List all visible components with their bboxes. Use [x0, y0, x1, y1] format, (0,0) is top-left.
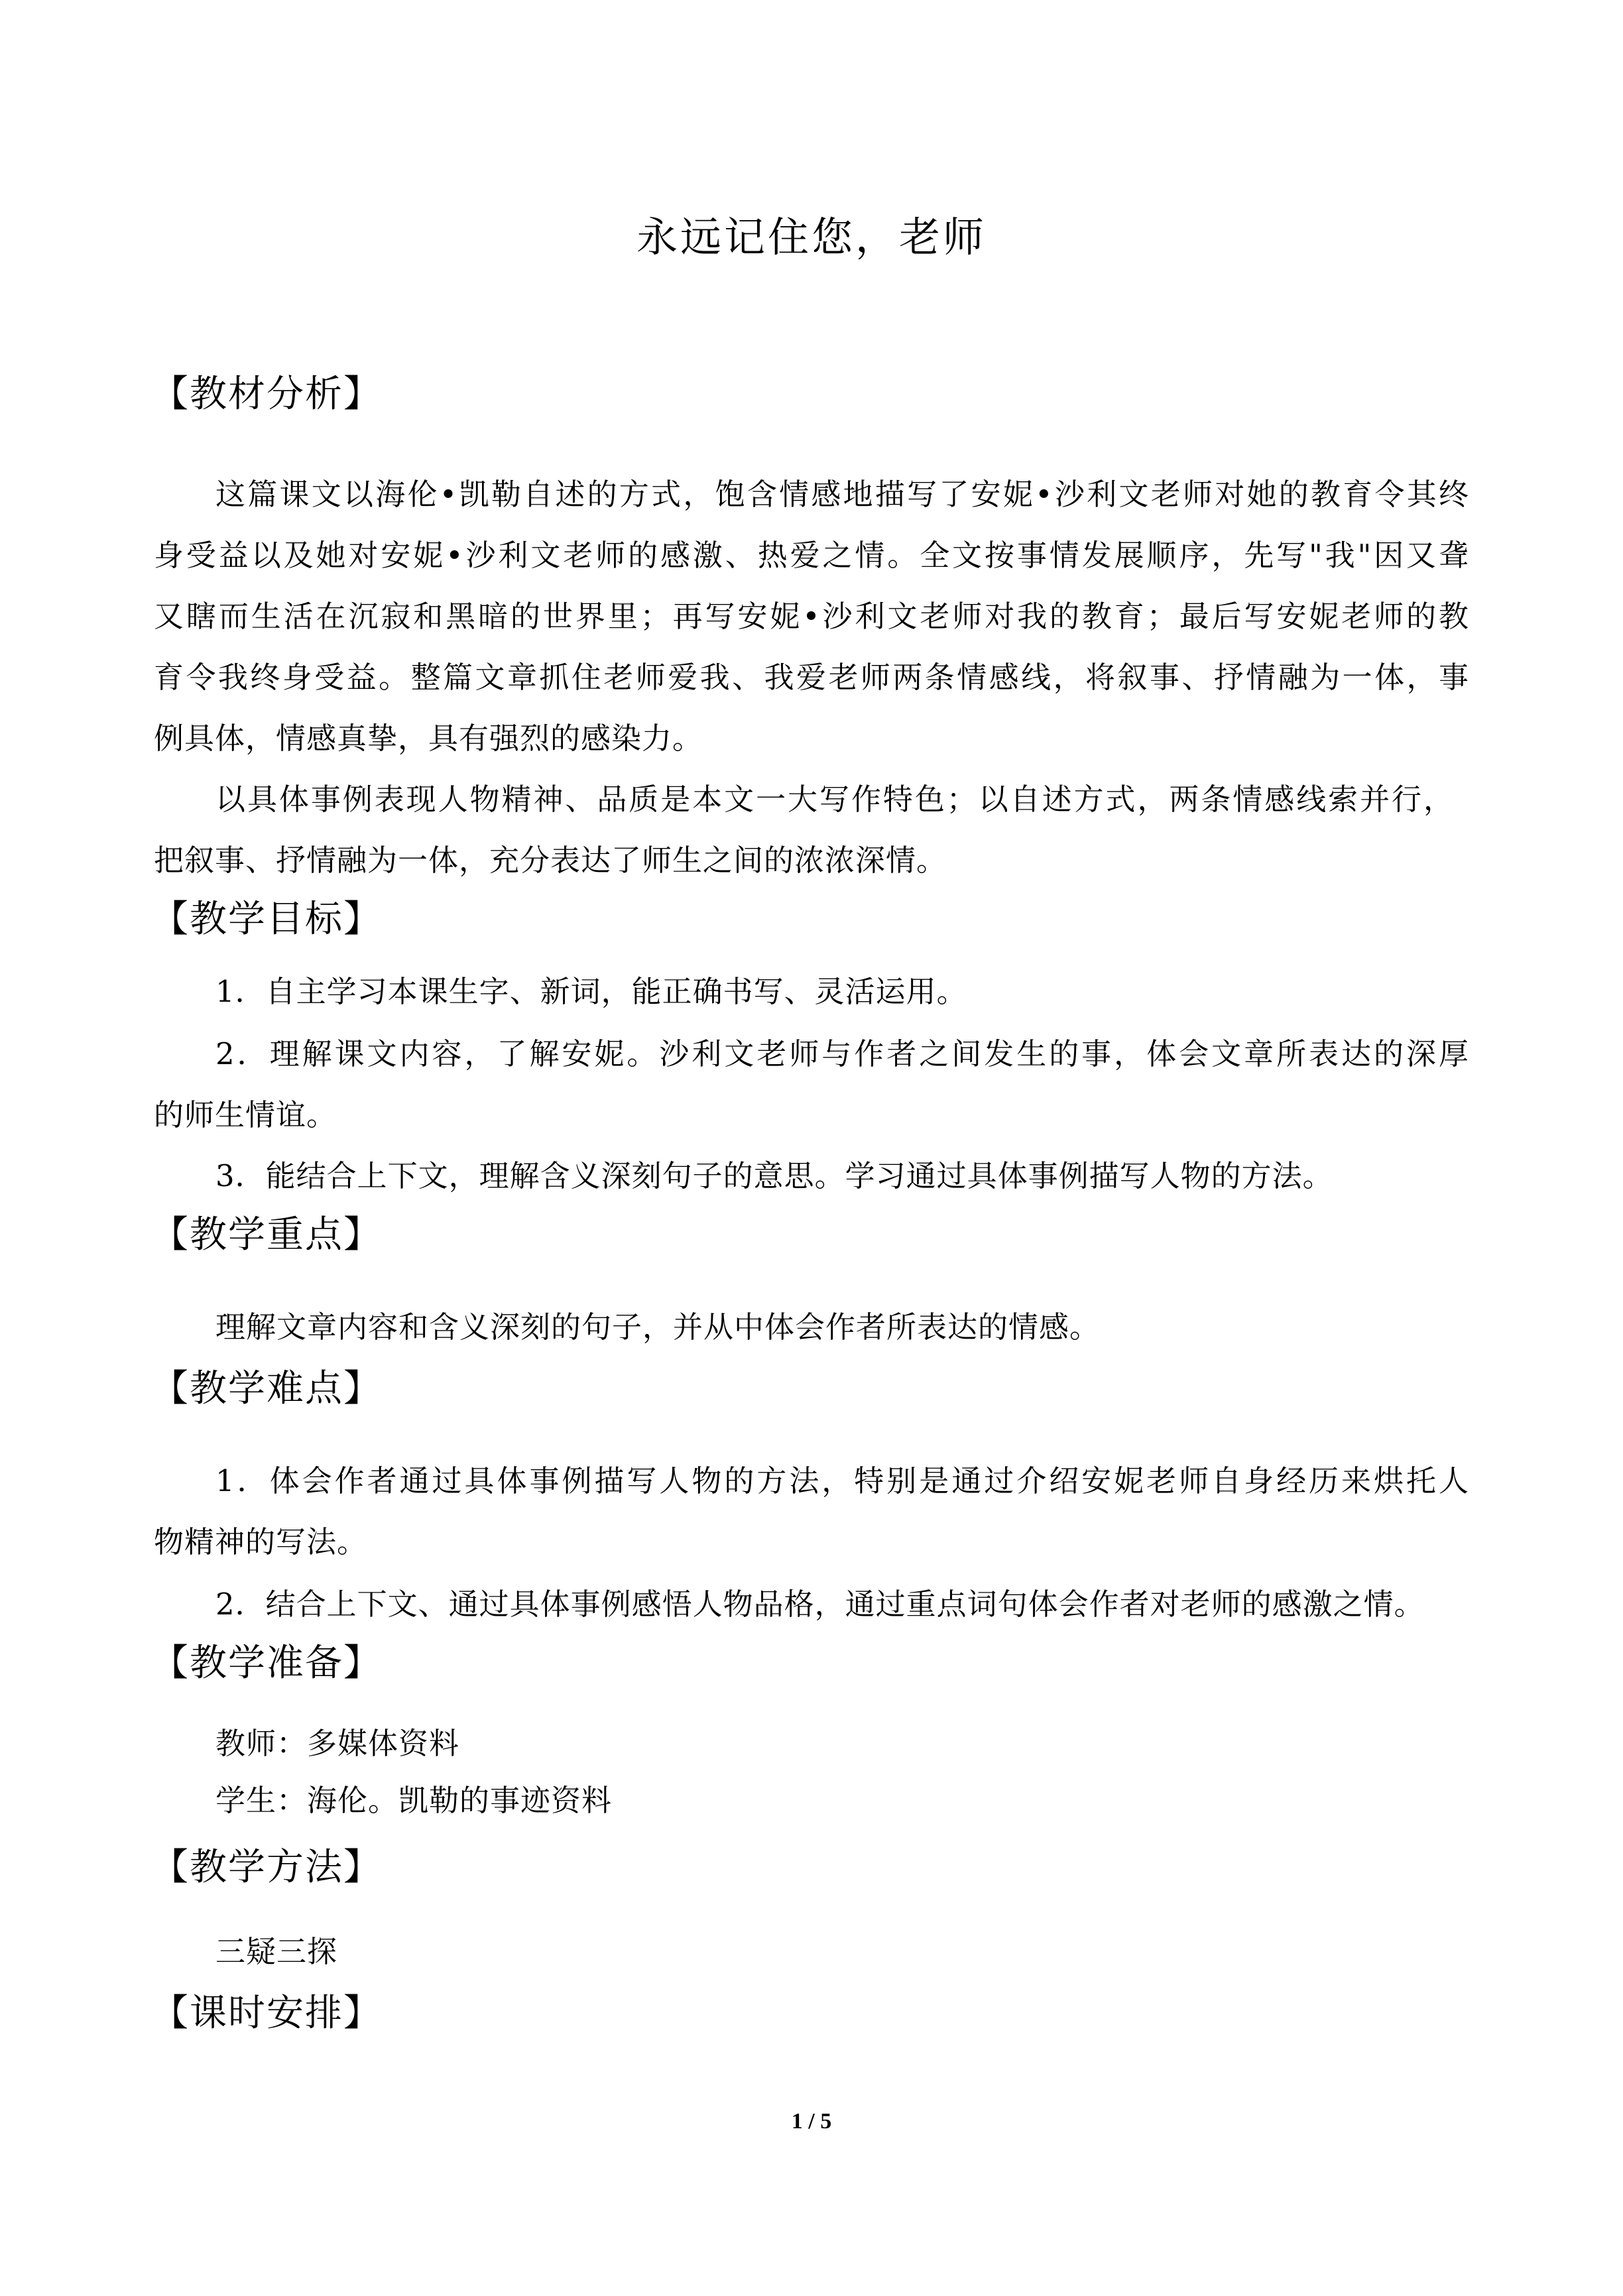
- paragraph-line: 把叙事、抒情融为一体，充分表达了师生之间的浓浓深情。: [154, 843, 947, 878]
- paragraph-line: 这篇课文以海伦•凯勒自述的方式，饱含情感地描写了安妮•沙利文老师对她的教育令其终: [215, 477, 1469, 512]
- objective-item-3: 3．能结合上下文，理解含义深刻句子的意思。学习通过具体事例描写人物的方法。: [215, 1158, 1333, 1193]
- section-heading-difficulties: 【教学难点】: [151, 1367, 382, 1410]
- difficulty-item-2: 2．结合上下文、通过具体事例感悟人物品格，通过重点词句体会作者对老师的感激之情。: [215, 1587, 1425, 1622]
- key-point-text: 理解文章内容和含义深刻的句子，并从中体会作者所表达的情感。: [215, 1309, 1101, 1345]
- page-indicator: 1 / 5: [791, 2109, 832, 2134]
- objective-item-1: 1．自主学习本课生字、新词，能正确书写、灵活运用。: [215, 974, 967, 1009]
- paragraph-line: 例具体，情感真挚，具有强烈的感染力。: [154, 721, 703, 756]
- section-heading-key-points: 【教学重点】: [151, 1213, 382, 1256]
- objective-item-2-cont: 的师生情谊。: [154, 1097, 337, 1132]
- preparation-student: 学生：海伦。凯勒的事迹资料: [215, 1783, 613, 1818]
- difficulty-item-1: 1．体会作者通过具体事例描写人物的方法，特别是通过介绍安妮老师自身经历来烘托人: [215, 1463, 1469, 1498]
- section-heading-preparation: 【教学准备】: [151, 1642, 382, 1685]
- paragraph-line: 育令我终身受益。整篇文章抓住老师爱我、我爱老师两条情感线，将叙事、抒情融为一体，事: [154, 660, 1469, 695]
- section-heading-schedule: 【课时安排】: [151, 1992, 382, 2035]
- paragraph-line: 又瞎而生活在沉寂和黑暗的世界里；再写安妮•沙利文老师对我的教育；最后写安妮老师的教: [154, 599, 1469, 634]
- objective-item-2: 2．理解课文内容，了解安妮。沙利文老师与作者之间发生的事，体会文章所表达的深厚: [215, 1036, 1469, 1071]
- section-heading-material-analysis: 【教材分析】: [151, 373, 382, 416]
- teaching-method-text: 三疑三探: [215, 1934, 338, 1969]
- paragraph-line: 以具体事例表现人物精神、品质是本文一大写作特色；以自述方式，两条情感线索并行，: [215, 782, 1454, 817]
- document-title: 永远记住您，老师: [636, 213, 987, 261]
- difficulty-item-1-cont: 物精神的写法。: [154, 1524, 368, 1559]
- section-heading-teaching-method: 【教学方法】: [151, 1846, 382, 1889]
- paragraph-line: 身受益以及她对安妮•沙利文老师的感激、热爱之情。全文按事情发展顺序，先写"我"因又聋: [154, 538, 1469, 573]
- section-heading-teaching-objectives: 【教学目标】: [151, 898, 382, 941]
- preparation-teacher: 教师：多媒体资料: [215, 1726, 460, 1761]
